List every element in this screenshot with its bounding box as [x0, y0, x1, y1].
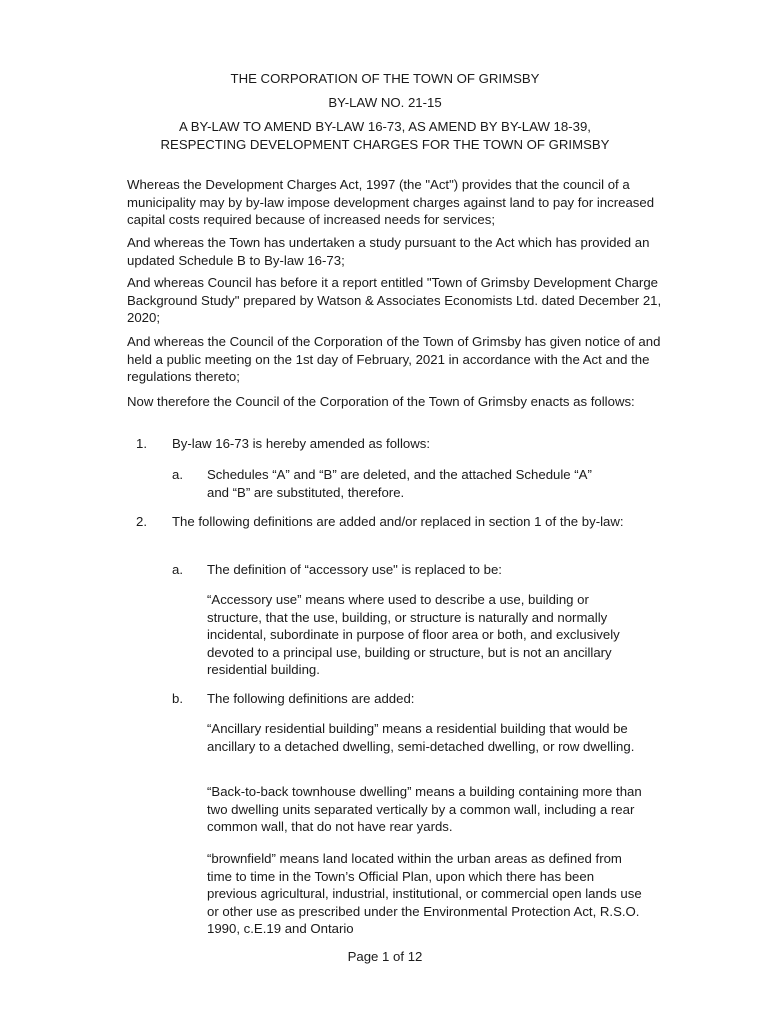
- enacting-clause: Now therefore the Council of the Corporation of the Town of Grimsby enacts as follows:: [127, 394, 635, 409]
- recital-paragraph: And whereas the Town has undertaken a study pursuant to the Act which has provided an updated Schedule B to By-law 16-73;: [127, 235, 650, 268]
- item-text: Schedules “A” and “B” are deleted, and the attached Schedule “A” and “B” are substituted, therefore.: [207, 467, 592, 500]
- bylaw-title-line-2: RESPECTING DEVELOPMENT CHARGES FOR THE TOWN OF GRIMSBY: [160, 137, 610, 152]
- definition-paragraph: “Accessory use” means where used to describe a use, building or structure, that the use, building, or structure is naturally and normally incidental, subordinate in purpose of floor area or both, and exclusively devoted to a principal use, building or structure, but is not an ancillary residential building.: [207, 592, 620, 678]
- section-number: 1.: [136, 436, 147, 451]
- item-text: The definition of “accessory use" is replaced to be:: [207, 562, 502, 577]
- item-text: The following definitions are added:: [207, 691, 415, 706]
- definition-paragraph: “Back-to-back townhouse dwelling” means a building containing more than two dwelling units separated vertically by a common wall, including a rear common wall, that do not have rear yards.: [207, 784, 642, 835]
- item-letter: a.: [172, 467, 183, 482]
- definition-paragraph: “brownfield” means land located within the urban areas as defined from time to time in the Town’s Official Plan, upon which there has been previous agricultural, industrial, institutional, or commercial open lands use or other use as prescribed under the Environmental Protection Act, R.S.O. 1990, c.E.19 and Ontario: [207, 851, 642, 937]
- corporation-heading: THE CORPORATION OF THE TOWN OF GRIMSBY: [230, 71, 540, 86]
- item-letter: a.: [172, 562, 183, 577]
- page-number: Page 1 of 12: [347, 949, 423, 964]
- recital-paragraph: And whereas Council has before it a report entitled "Town of Grimsby Development Charge Background Study" prepared by Watson & Associates Economists Ltd. dated December 21, 2020;: [127, 275, 662, 326]
- recital-paragraph: And whereas the Council of the Corporation of the Town of Grimsby has given notice of and held a public meeting on the 1st day of February, 2021 in accordance with the Act and the regulations thereto;: [127, 334, 661, 385]
- bylaw-number: BY-LAW NO. 21-15: [328, 95, 442, 110]
- section-text: The following definitions are added and/or replaced in section 1 of the by-law:: [172, 514, 624, 529]
- bylaw-title-line-1: A BY-LAW TO AMEND BY-LAW 16-73, AS AMEND BY BY-LAW 18-39,: [179, 119, 591, 134]
- item-letter: b.: [172, 691, 183, 706]
- definition-paragraph: “Ancillary residential building” means a residential building that would be ancillary to a detached dwelling, semi-detached dwelling, or row dwelling.: [207, 721, 635, 754]
- section-number: 2.: [136, 514, 147, 529]
- recital-paragraph: Whereas the Development Charges Act, 1997 (the "Act") provides that the council of a municipality may by by-law impose development charges against land to pay for increased capital costs required because of increased needs for services;: [127, 177, 655, 228]
- section-text: By-law 16-73 is hereby amended as follows:: [172, 436, 431, 451]
